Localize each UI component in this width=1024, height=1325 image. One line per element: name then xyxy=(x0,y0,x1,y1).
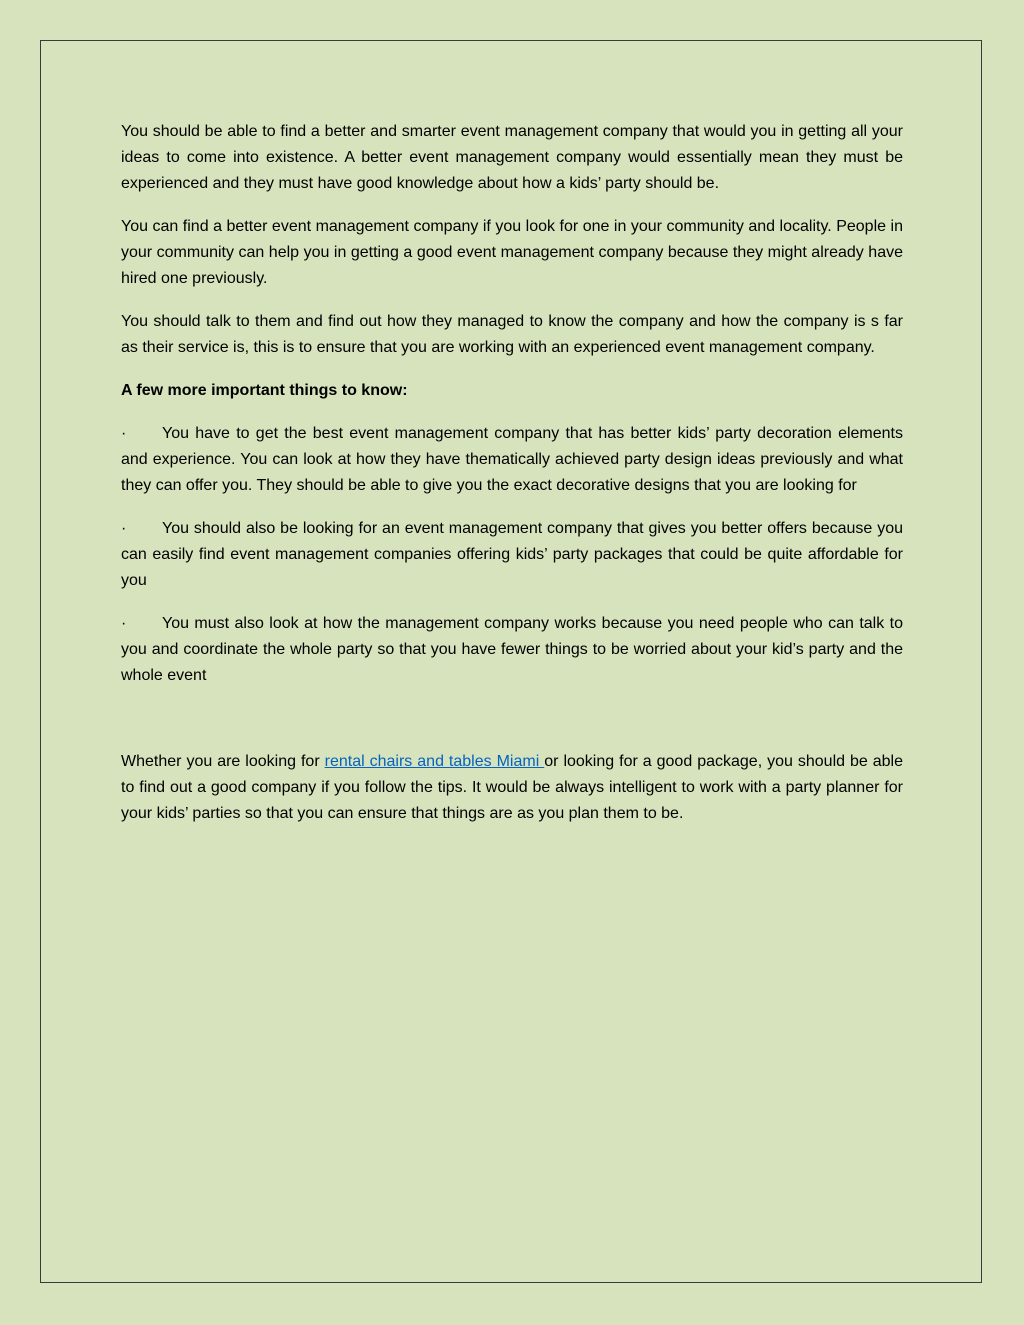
bullet-text: You should also be looking for an event management company that gives you better offers because you can easily find event management companies offering kids’ party packages that could be quite affordable for you xyxy=(121,520,903,589)
bullet-marker: · xyxy=(121,425,127,442)
paragraph-closing xyxy=(121,749,903,827)
bullet-marker: · xyxy=(121,520,127,537)
bullet-marker: · xyxy=(121,615,127,632)
bullet-item xyxy=(121,611,903,689)
bullet-item xyxy=(121,421,903,499)
paragraph-talk: You should talk to them and find out how they managed to know the company and how the company is s far as their service is, this is to ensure that you are working with an experienced event management company. xyxy=(121,313,903,356)
document-body xyxy=(121,119,903,844)
paragraph-intro: You should be able to find a better and smarter event management company that would you in getting all your ideas to come into existence. A better event management company would essentially mean they must be experienced and they must have good knowledge about how a kids’ party should be. xyxy=(121,123,903,192)
section-heading: A few more important things to know: xyxy=(121,382,408,399)
paragraph-community: You can find a better event management company if you look for one in your community and locality. People in your community can help you in getting a good event management company because they might already have hired one previously. xyxy=(121,218,903,287)
bullet-text: You have to get the best event management company that has better kids’ party decoration elements and experience. You can look at how they have thematically achieved party design ideas previously and what they can offer you. They should be able to give you the exact decorative designs that you are looking for xyxy=(121,425,903,494)
bullet-item xyxy=(121,516,903,594)
closing-text-before-link: Whether you are looking for xyxy=(121,753,325,770)
rental-chairs-link[interactable]: rental chairs and tables Miami xyxy=(324,753,545,770)
closing-text-after-link: or looking for a good package, you should be able to find out a good company if you follow the tips. It would be always intelligent to work with a party planner for your kids’ parties so that you can ensure that things are as you plan them to be. xyxy=(121,753,904,822)
bullet-text: You must also look at how the management company works because you need people who can talk to you and coordinate the whole party so that you have fewer things to be worried about your kid’s party and the whole event xyxy=(121,615,903,684)
blank-line xyxy=(121,706,903,749)
